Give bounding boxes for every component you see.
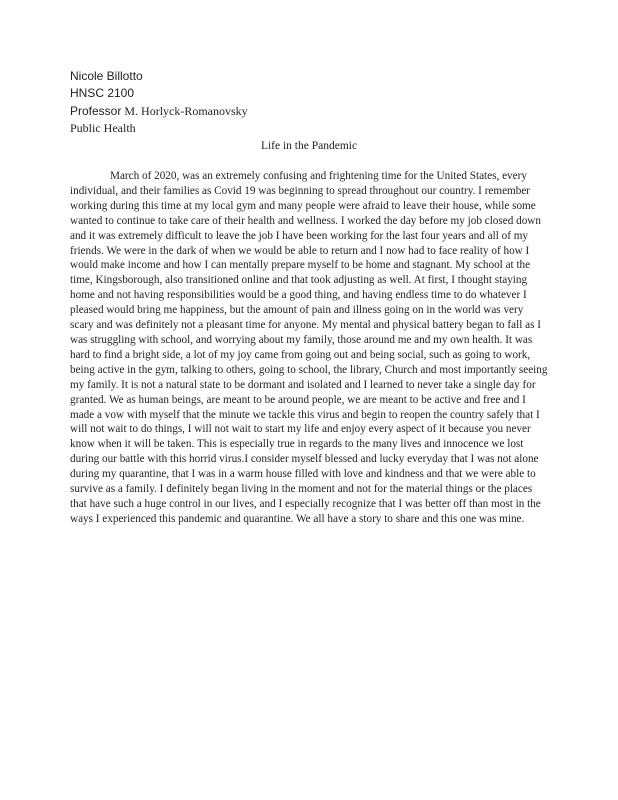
professor-line <box>70 103 248 120</box>
document-title: Life in the Pandemic <box>260 140 358 152</box>
course-number: HNSC 2100 <box>70 86 135 101</box>
essay-paragraph: March of 2020, was an extremely confusing and frightening time for the United States, every individual, and their families as Covid 19 was beginning to spread throughout our country. I remember working during this time at my local gym and many people were afraid to leave their house, while some wanted to continue to take care of their health and wellness. I worked the day before my job closed down and it was extremely difficult to leave the job I have been working for the last four years and all of my friends. We were in the dark of when we would be able to return and I now had to face reality of how I would make income and how I can mentally prepare myself to be home and stagnant. My school at the time, Kingsborough, also transitioned online and that took adjusting as well. At first, I thought staying home and not having responsibilities would be a good thing, and having endless time to do whatever I pleased would bring me happiness, but the amount of pain and illness going on in the world was very scary and was definitely not a pleasant time for anyone. My mental and physical battery began to fall as I was struggling with school, and worrying about my family, those around me and my own health. It was hard to find a bright side, a lot of my joy came from going out and being social, such as going to work, being active in the gym, talking to others, going to school, the library, Church and most importantly seeing my family. It is not a natural state to be dormant and isolated and I learned to never take a single day for granted. We as human beings, are meant to be around people, we are meant to be active and free and I made a vow with myself that the minute we tackle this virus and begin to reopen the country safely that I will not wait to do things, I will not wait to start my life and enjoy every aspect of it because you never know when it will be taken. This is especially true in regards to the many lives and innocence we lost during our battle with this horrid virus.I consider myself blessed and lucky everyday that I was not alone during my quarantine, that I was in a warm house filled with love and kindness and that we were able to survive as a family. I definitely began living in the moment and not for the material things or the places that have such a huge control in our lives, and I especially recognize that I was better off than most in the ways I experienced this pandemic and quarantine. We all have a story to share and this one was mine. <box>70 170 548 525</box>
document-header <box>70 68 248 138</box>
subject-line: Public Health <box>70 121 136 136</box>
professor-prefix: Professor <box>70 103 122 118</box>
professor-name: M. Horlyck-Romanovsky <box>124 103 248 118</box>
author-name: Nicole Billotto <box>70 69 143 83</box>
